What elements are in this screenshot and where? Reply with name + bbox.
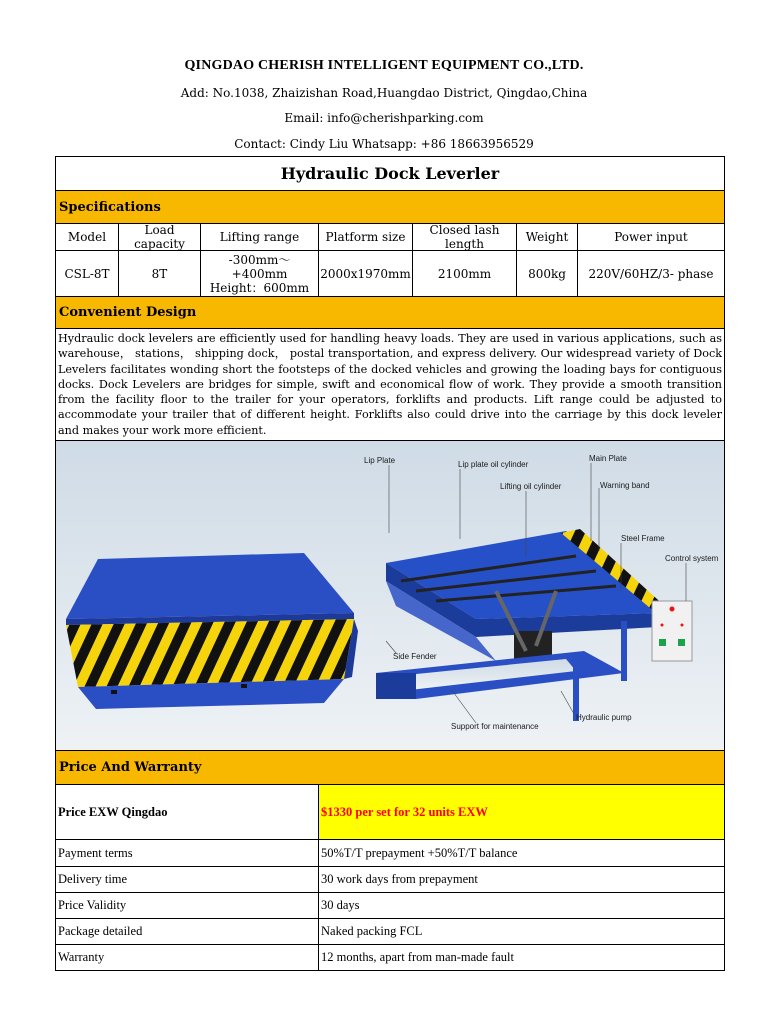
label-support-for-maintenance: Support for maintenance	[451, 722, 539, 731]
package-value: Naked packing FCL	[319, 919, 725, 945]
price-label: Price EXW Qingdao	[55, 785, 319, 840]
spec-platform: 2000x1970mm	[319, 251, 413, 297]
payment-terms-value: 50%T/T prepayment +50%T/T balance	[319, 840, 725, 867]
label-lip-plate: Lip Plate	[364, 456, 396, 465]
label-control-system: Control system	[665, 554, 719, 563]
spec-load: 8T	[119, 251, 201, 297]
spec-col-lifting: Lifting range	[201, 224, 319, 251]
design-description: Hydraulic dock levelers are efficiently used for handling heavy loads. They are used in various applications, such as warehouse， stations， shipping dock， postal transportation, and express delivery. Our widespread variety of Dock Levelers facilitates wonding short the footsteps of the docked vehicles and growing the loading bays for contiguous docks. Dock Levelers are bridges for simple, swift and economical flow of work. They provide a smooth transition from the facility floor to the trailer for your operators, forklifts and products. Lift range could be adjusted to accommodate your trailer that of different height. Forklifts also could drive into the carriage by this dock leveler and makes your work more efficient.	[55, 329, 725, 441]
payment-terms-label: Payment terms	[55, 840, 319, 867]
dock-leveler-illustration	[56, 441, 725, 750]
label-lip-plate-oil-cylinder: Lip plate oil cylinder	[458, 460, 529, 469]
table-row	[55, 840, 725, 867]
price-warranty-heading: Price And Warranty	[55, 751, 725, 785]
company-name: QINGDAO CHERISH INTELLIGENT EQUIPMENT CO.,LTD.	[184, 58, 584, 73]
spec-value-row	[55, 251, 725, 297]
product-photo	[55, 441, 725, 751]
table-row	[55, 867, 725, 893]
closed-leveler	[66, 553, 358, 709]
design-heading: Convenient Design	[55, 297, 725, 329]
warranty-value: 12 months, apart from man-made fault	[319, 945, 725, 971]
price-value: $1330 per set for 32 units EXW	[319, 785, 725, 840]
label-main-plate: Main Plate	[589, 454, 627, 463]
label-hydraulic-pump: Hydraulic pump	[576, 713, 632, 722]
spec-col-lash: Closed lash length	[413, 224, 517, 251]
spec-weight: 800kg	[517, 251, 578, 297]
package-label: Package detailed	[55, 919, 319, 945]
label-steel-frame: Steel Frame	[621, 534, 665, 543]
spec-col-weight: Weight	[517, 224, 578, 251]
warranty-label: Warranty	[55, 945, 319, 971]
table-row	[55, 945, 725, 971]
price-row	[55, 785, 725, 840]
company-contact: Contact: Cindy Liu Whatsapp: +86 18663956529	[234, 137, 534, 151]
company-email: Email: info@cherishparking.com	[284, 111, 484, 125]
table-row	[55, 919, 725, 945]
company-address: Add: No.1038, Zhaizishan Road,Huangdao District, Qingdao,China	[180, 86, 588, 100]
spec-power: 220V/60HZ/3- phase	[578, 251, 725, 297]
price-validity-value: 30 days	[319, 893, 725, 919]
delivery-time-value: 30 work days from prepayment	[319, 867, 725, 893]
price-validity-label: Price Validity	[55, 893, 319, 919]
spec-col-platform: Platform size	[319, 224, 413, 251]
product-title: Hydraulic Dock Leverler	[55, 156, 725, 191]
label-lifting-oil-cylinder: Lifting oil cylinder	[500, 482, 562, 491]
specifications-heading: Specifications	[55, 191, 725, 224]
delivery-time-label: Delivery time	[55, 867, 319, 893]
control-box	[652, 601, 692, 661]
spec-model: CSL-8T	[55, 251, 119, 297]
spec-lash: 2100mm	[413, 251, 517, 297]
label-side-fender: Side Fender	[393, 652, 437, 661]
table-row	[55, 893, 725, 919]
label-warning-band: Warning band	[600, 481, 650, 490]
spec-header-row	[55, 224, 725, 251]
spec-col-power: Power input	[578, 224, 725, 251]
spec-lifting: -300mm～ +400mm Height：600mm	[201, 251, 319, 297]
spec-col-model: Model	[55, 224, 119, 251]
spec-col-load: Load capacity	[119, 224, 201, 251]
